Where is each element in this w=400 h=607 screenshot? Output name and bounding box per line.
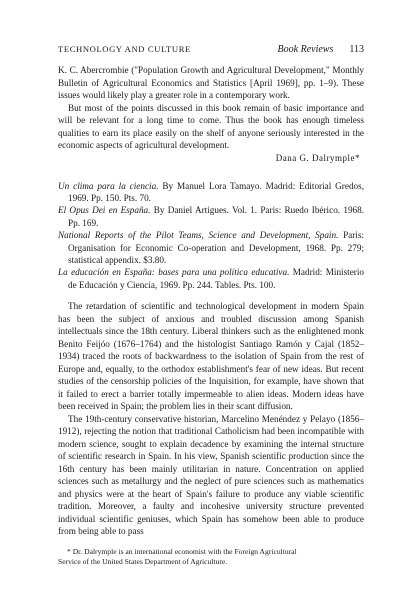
intro-reference-paragraph: K. C. Abercrombie ("Population Growth and Agricultural Development," Monthly Bulletin of Agricultural Economics and Statistics [April 1969], pp. 1–9). These issues would likely play a greater role in a contemporary work. xyxy=(58,65,364,100)
footnote-line-1: * Dr. Dalrymple is an international economist with the Foreign Agricultural xyxy=(67,546,297,556)
page-number: 113 xyxy=(349,44,364,55)
intro-closing-paragraph: But most of the points discussed in this book remain of basic importance and will be relevant for a long time to come. Thus the book has enough timeless qualities to earn its place easily on the shelf of anyone seriously interested in the economic aspects of agricultural development. xyxy=(58,102,364,150)
book-title: El Opus Dei en España. xyxy=(58,205,151,216)
running-header xyxy=(58,44,364,64)
book-citation xyxy=(58,204,364,229)
footnote xyxy=(58,547,364,568)
book-details: By Daniel Artigues. Vol. 1. Paris: Ruedo Ibérico. 1968. Pp. 169. xyxy=(68,205,365,228)
book-title: Un clima para la ciencia. xyxy=(58,180,159,191)
book-page xyxy=(58,44,364,568)
book-citation xyxy=(58,229,364,266)
book-citation xyxy=(58,266,364,291)
book-details: Madrid: Ministerio de Educación y Ciencia, 1969. Pp. 244. Tables. Pts. 100. xyxy=(68,267,365,290)
book-title: La educación en España: bases para una política educativa. xyxy=(58,267,290,278)
section-title: Book Reviews xyxy=(277,44,334,55)
review-body xyxy=(58,300,364,538)
header-right xyxy=(278,44,364,55)
book-details: By Manuel Lora Tamayo. Madrid: Editorial Gredos, 1969. Pp. 150. Pts. 70. xyxy=(68,180,365,203)
journal-title: TECHNOLOGY AND CULTURE xyxy=(58,44,191,54)
body-paragraph-2: The 19th-century conservative historian, Marcelino Menéndez y Pelayo (1856–1912), rejecting the notion that traditional Catholicism had been incompatible with modern science, sought to explain decadence by examining the internal structure of scientific research in Spain. In his view, Spanish scientific production since the 16th century has been mainly utilitarian in nature. Concentration on applied sciences such as metallurgy and the neglect of pure sciences such as mathematics and physics were at the heart of Spain's failure to produce any viable scientific tradition. Moreover, a faulty and incohesive university structure prevented individual scientific geniuses, which Spain has somehow been able to produce from being able to pass xyxy=(58,413,364,537)
book-details: Paris: Organisation for Economic Co-operation and Development, 1968. Pp. 279; statistical appendix. $3.80. xyxy=(68,230,364,265)
body-paragraph-1: The retardation of scientific and technological development in modern Spain has been the subject of anxious and troubled discussion among Spanish intellectuals since the 18th century. Liberal thinkers such as the enlightened monk Benito Feijóo (1676–1764) and the histologist Santiago Ramón y Cajal (1852–1934) traced the roots of backwardness to the isolation of Spain from the rest of Europe and, equally, to the orthodox establishment's fear of new ideas. But recent studies of the censorship policies of the Inquisition, for example, have shown that it failed to erect a barrier totally impermeable to alien ideas. Modern ideas have been received in Spain; the problem lies in their scant diffusion. xyxy=(58,301,364,412)
book-citation xyxy=(58,180,364,205)
book-title: National Reports of the Pilot Teams, Science and Development, Spain. xyxy=(58,230,339,241)
books-under-review xyxy=(58,180,364,292)
reviewer-signature: Dana G. Dalrymple* xyxy=(275,152,360,163)
footnote-line-2: Service of the United States Department of Agriculture. xyxy=(58,557,228,567)
